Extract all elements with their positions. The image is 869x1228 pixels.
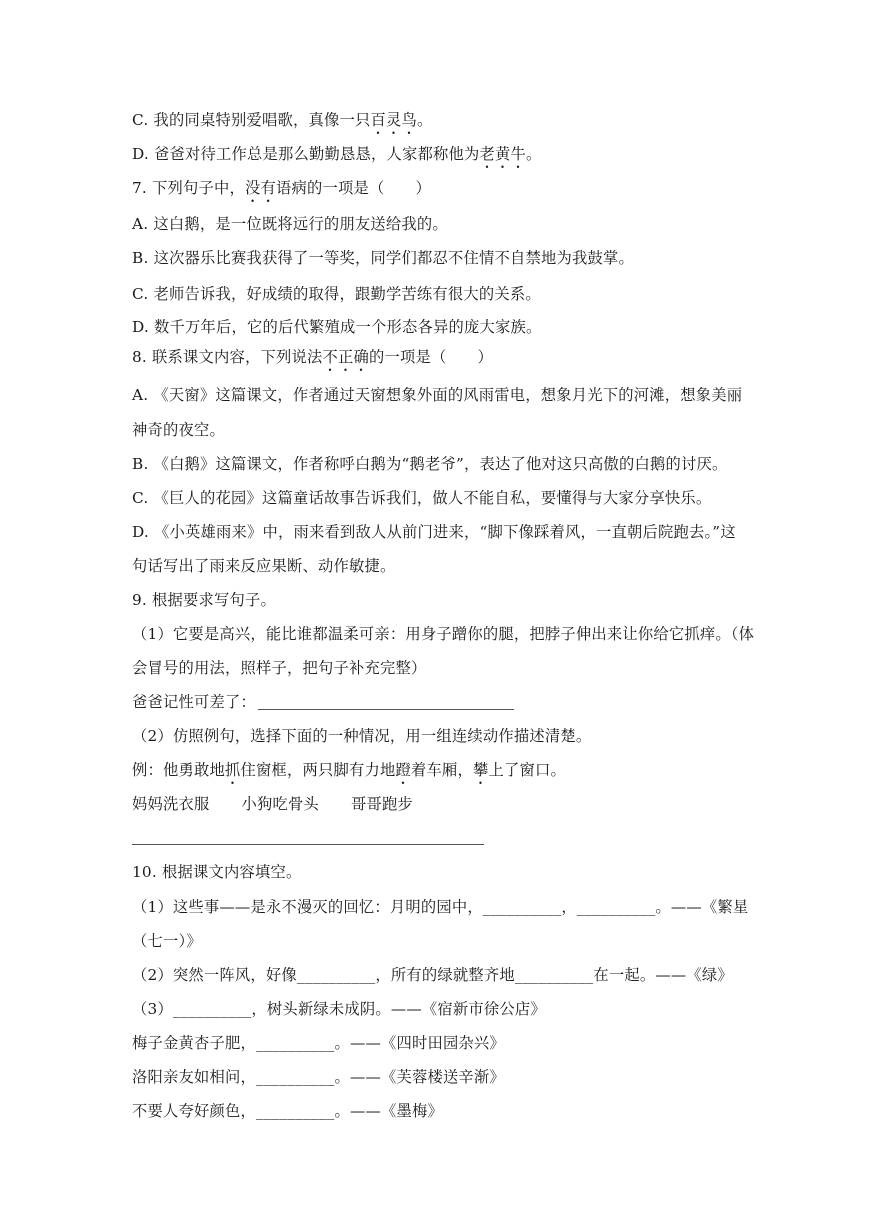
q7-option-a: A. 这白鹅，是一位既将远行的朋友送给我的。 (132, 215, 448, 233)
q9-part1-line2: 会冒号的用法，照样子，把句子补充完整） (132, 659, 427, 677)
q10-item1-line2: （七一）》 (132, 932, 202, 950)
q7-option-c: C. 老师告诉我，好成绩的取得，跟勤学苦练有很大的关系。 (132, 285, 541, 303)
q9-example-text-1: 例：他勇敢地 (132, 761, 225, 779)
q8-stem (132, 347, 493, 375)
q8-stem-emphasis: 不正确 (322, 348, 370, 366)
q9-part2-answer-blank[interactable] (132, 844, 484, 845)
q10-item2: （2）突然一阵风，好像__________，所有的绿就整齐地__________在一起。——《绿》 (132, 966, 733, 984)
q8-option-a-line1: A. 《天窗》这篇课文，作者通过天窗想象外面的风雨雷电，想象月光下的河滩，想象美丽 (132, 386, 743, 404)
q6-option-d (132, 144, 541, 172)
q8-stem-end: 的一项是（ ） (369, 348, 494, 366)
q10-item6: 不要人夸好颜色，__________。——《墨梅》 (132, 1102, 443, 1120)
q6-option-d-emphasis: 老黄牛 (479, 145, 526, 163)
q10-stem: 10. 根据课文内容填空。 (132, 863, 302, 881)
q8-option-b: B. 《白鹅》这篇课文，作者称呼白鹅为“鹅老爷”，表达了他对这只高傲的白鹅的讨厌。 (132, 455, 728, 473)
q9-example-verb-1: 抓 (224, 761, 241, 779)
q6-option-d-text: D. 爸爸对待工作总是那么勤勤恳恳，人家都称他为 (132, 145, 480, 163)
q9-part2-stem: （2）仿照例句，选择下面的一种情况，用一组连续动作描述清楚。 (132, 727, 592, 745)
q7-stem-end: 语病的一项是（ ） (276, 179, 432, 197)
q7-stem-text: 7. 下列句子中， (132, 179, 246, 197)
q8-option-c: C. 《巨人的花园》这篇童话故事告诉我们，做人不能自私，要懂得与大家分享快乐。 (132, 489, 712, 507)
q9-options (132, 794, 413, 814)
q8-option-a-line2: 神奇的夜空。 (132, 421, 225, 439)
q7-option-b: B. 这次器乐比赛我获得了一等奖，同学们都忍不住情不自禁地为我鼓掌。 (132, 249, 634, 267)
q9-example (132, 760, 566, 788)
q9-option-1: 妈妈洗衣服 (132, 795, 210, 813)
q7-option-d: D. 数千万年后，它的后代繁殖成一个形态各异的庞大家族。 (132, 318, 542, 336)
q9-example-text-2: 住窗框，两只脚有力地 (240, 761, 396, 779)
q9-part1-prompt: 爸爸记性可差了： (132, 693, 256, 711)
q9-example-end: 上了窗口。 (488, 761, 566, 779)
q9-example-text-3: 着车厢， (410, 761, 473, 779)
q9-stem: 9. 根据要求写句子。 (132, 591, 277, 609)
q6-option-c-text: C. 我的同桌特别爱唱歌，真像一只 (132, 111, 371, 129)
q9-part1-answer-blank[interactable] (258, 709, 514, 710)
q9-part1-line1: （1）它要是高兴，能比谁都温柔可亲：用身子蹭你的腿，把脖子伸出来让你给它抓痒。（体 (132, 625, 755, 643)
q7-stem-emphasis: 没有 (245, 179, 277, 197)
q10-item4: 梅子金黄杏子肥，__________。——《四时田园杂兴》 (132, 1034, 505, 1052)
q6-option-c-emphasis: 百灵鸟 (370, 111, 417, 129)
q8-option-d-line2: 句话写出了雨来反应果断、动作敏捷。 (132, 557, 396, 575)
q9-example-verb-2: 蹬 (395, 761, 411, 779)
q9-option-3: 哥哥跑步 (351, 795, 413, 813)
q10-item1-line1: （1）这些事——是永不漫灭的回忆：月明的园中，__________，__________。——《繁星 (132, 898, 749, 916)
q6-option-d-end: 。 (525, 145, 542, 163)
q10-item5: 洛阳亲友如相问，__________。——《芙蓉楼送辛渐》 (132, 1068, 505, 1086)
q10-item3: （3）__________，树头新绿未成阴。——《宿新市徐公店》 (132, 1000, 546, 1018)
q6-option-c-end: 。 (416, 111, 433, 129)
q7-stem (132, 178, 431, 206)
q6-option-c (132, 110, 432, 138)
q9-option-2: 小狗吃骨头 (241, 795, 319, 813)
q8-stem-text: 8. 联系课文内容，下列说法 (132, 348, 323, 366)
q8-option-d-line1: D. 《小英雄雨来》中，雨来看到敌人从前门进来，“脚下像踩着风，一直朝后院跑去。”这 (132, 523, 736, 541)
q9-example-verb-3: 攀 (472, 761, 489, 779)
